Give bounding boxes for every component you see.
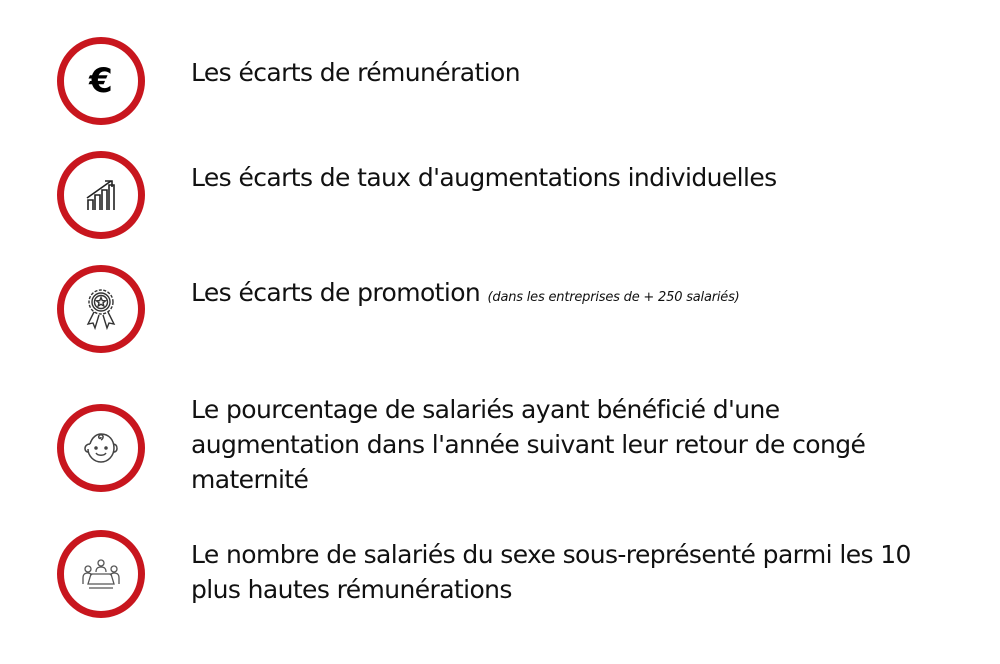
item-text-line: Le pourcentage de salariés ayant bénéficié d'une xyxy=(191,395,780,424)
item-text-line: maternité xyxy=(191,465,309,494)
icon-circle xyxy=(57,37,145,125)
item-text-line: Le nombre de salariés du sexe sous-représenté parmi les 10 xyxy=(191,540,911,569)
icon-circle xyxy=(57,404,145,492)
item-text: Les écarts de taux d'augmentations individuelles xyxy=(191,163,777,192)
icon-circle xyxy=(57,530,145,618)
icon-circle xyxy=(57,151,145,239)
item-note: (dans les entreprises de + 250 salariés) xyxy=(487,290,740,305)
baby-face-icon xyxy=(83,432,119,464)
item-text: Les écarts de rémunération xyxy=(191,58,520,87)
meeting-table-icon xyxy=(79,558,123,590)
item-main-text: Les écarts de promotion xyxy=(191,278,481,307)
item-text xyxy=(191,537,911,607)
item-text xyxy=(191,392,865,497)
item-text-line: augmentation dans l'année suivant leur retour de congé xyxy=(191,430,866,459)
euro-icon: € xyxy=(89,61,113,101)
item-text xyxy=(191,275,740,315)
growth-chart-icon xyxy=(84,178,118,212)
icon-circle xyxy=(57,265,145,353)
award-ribbon-icon xyxy=(83,288,119,330)
item-text-line: plus hautes rémunérations xyxy=(191,575,512,604)
